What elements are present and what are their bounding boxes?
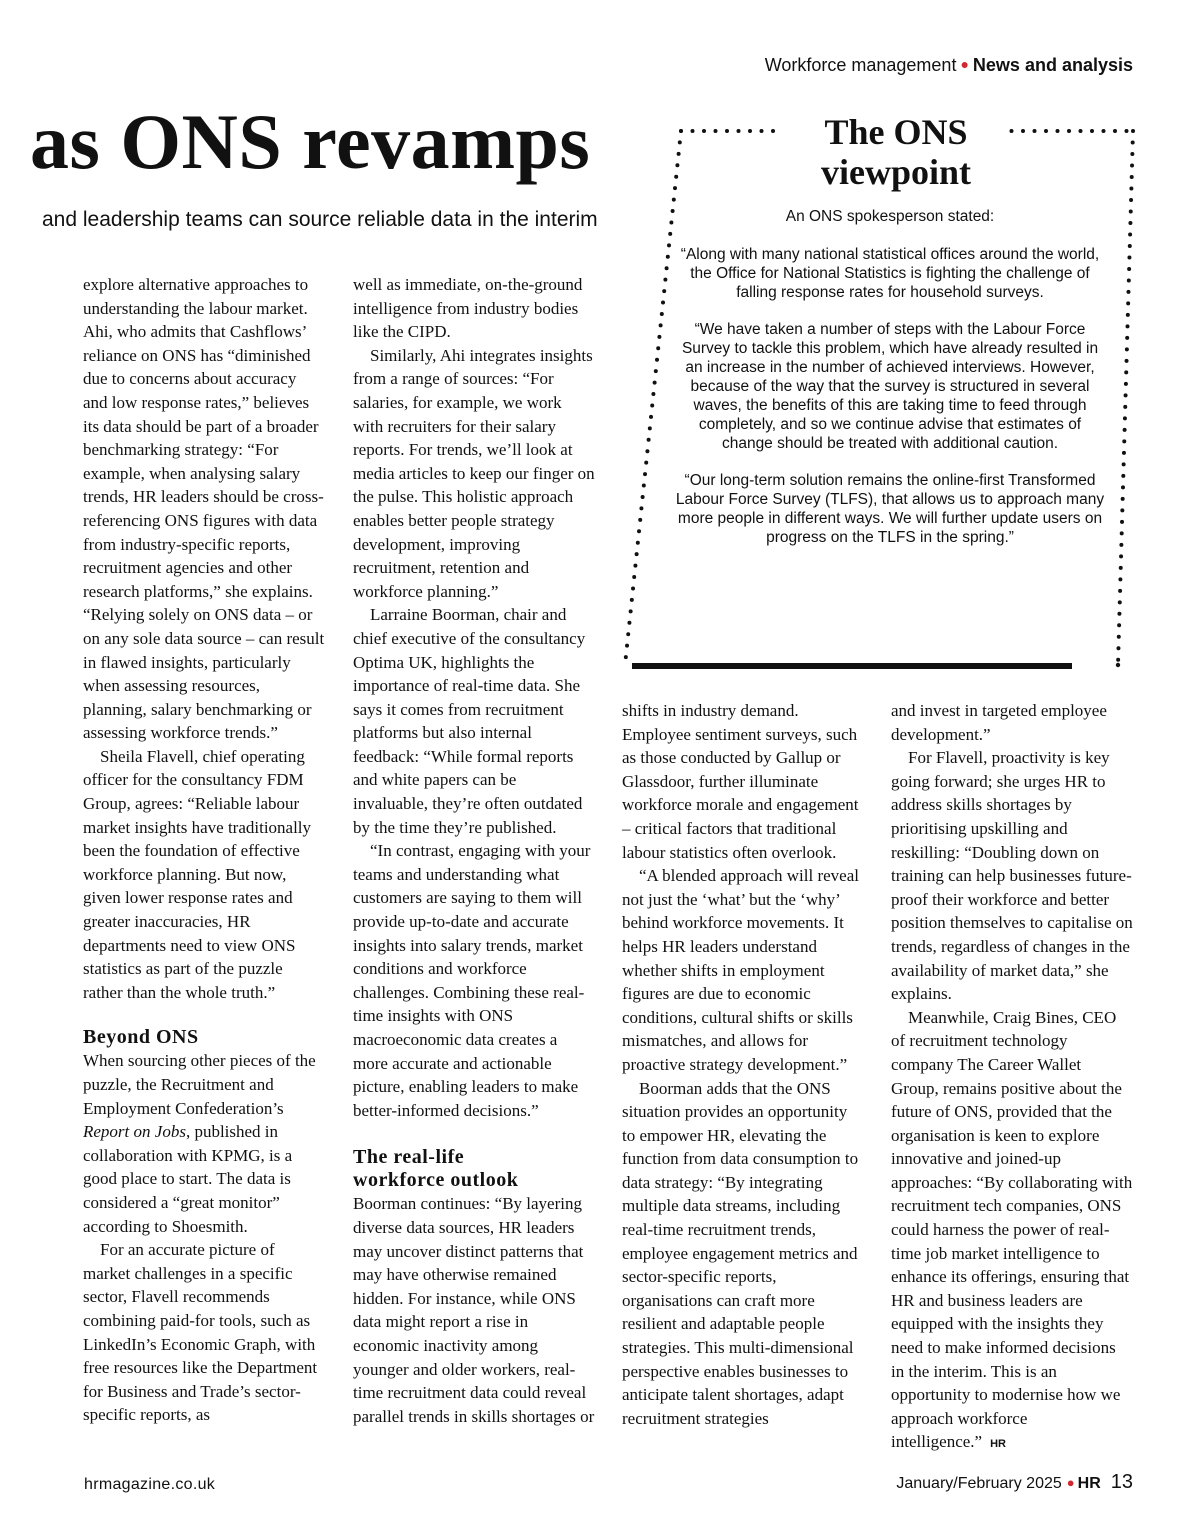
sidebar-quote: “Along with many national statistical offices around the world, the Office for National Statistics is fighting the challenge of falling response rates for household surveys. (680, 246, 1100, 301)
standfirst: and leadership teams can source reliable data in the interim (42, 208, 598, 231)
page-number: 13 (1110, 1471, 1133, 1493)
paragraph-text: Meanwhile, Craig Bines, CEO of recruitment technology company The Career Wallet Group, remains positive about the future of ONS, provided that the organisation is keen to explore innovative and joined-up approaches: “By collaborating with recruitment tech companies, ONS could harness the power of real-time job market intelligence to enhance its offerings, ensuring that HR and business leaders are equipped with the insights they need to make informed decisions in the interim. This is an opportunity to modernise how we approach workforce intelligence.” (891, 1007, 1133, 1452)
footer-brand: HR (1077, 1475, 1101, 1492)
paragraph: Boorman continues: “By layering diverse data sources, HR leaders may uncover distinct patterns that may have otherwise remained hidden. For instance, while ONS data might report a rise in economic inactivity among younger and older workers, real-time recruitment data could reveal parallel trends in skills shortages or (353, 1194, 595, 1426)
right-dotted-border (1118, 131, 1133, 665)
article-column-3 (622, 699, 864, 1430)
bullet-dot-icon: ● (960, 56, 969, 72)
end-mark: HR (990, 1438, 1006, 1451)
paragraph: shifts in industry demand. Employee sentiment surveys, such as those conducted by Gallup or Glassdoor, further illuminate workforce morale and engagement – critical factors that traditional labour statistics often overlook. (622, 701, 859, 862)
left-dotted-border (625, 131, 681, 665)
paragraph: Sheila Flavell, chief operating officer for the consultancy FDM Group, agrees: “Reliable labour market insights have traditionally been the foundation of effective workforce planning. But now, given lower response rates and greater inaccuracies, HR departments need to view ONS statistics as part of the puzzle rather than the whole truth.” (83, 746, 312, 1002)
sidebar-intro: An ONS spokesperson stated: (785, 208, 995, 225)
paragraph: well as immediate, on-the-ground intelligence from industry bodies like the CIPD. (353, 275, 583, 342)
footer-folio (896, 1471, 1133, 1494)
bullet-dot-icon: ● (1066, 1475, 1075, 1490)
sidebar-quote: “Our long-term solution remains the online-first Transformed Labour Force Survey (TLFS), that allows us to approach many more people in different ways. We will further update users on progress on the TLFS in the spring.” (675, 472, 1105, 546)
heading-line: workforce outlook (353, 1169, 519, 1192)
subsection-label: News and analysis (972, 55, 1133, 75)
section-heading (353, 1146, 595, 1192)
sidebar-title-line: The ONS (824, 112, 968, 152)
paragraph: Larraine Boorman, chair and chief executive of the consultancy Optima UK, highlights the importance of real-time data. She says it comes from recruitment platforms but also internal feedback: “While formal reports and white papers can be invaluable, they’re often outdated by the time they’re published. (353, 605, 586, 837)
sidebar-title (790, 112, 1002, 192)
paragraph: For Flavell, proactivity is key going forward; she urges HR to address skills shortages by prioritising upskilling and reskilling: “Doubling down on training can help businesses future-proof their workforce and better position themselves to capitalise on trends, regardless of changes in the availability of market data,” she explains. (891, 748, 1133, 1004)
article-column-4 (891, 699, 1133, 1457)
issue-date: January/February 2025 (896, 1475, 1062, 1492)
corner-dot (1116, 663, 1120, 667)
sidebar-quote: “We have taken a number of steps with the Labour Force Survey to tackle this problem, which have already resulted in an increase in the number of achieved interviews. However, because of the way that the survey is structured in several waves, the benefits of this are taking time to feed through completely, and so we continue advise that estimates of change should be treated with additional caution. (681, 321, 1099, 452)
paragraph (891, 1006, 1133, 1457)
footer-website: hrmagazine.co.uk (84, 1476, 216, 1493)
paragraph: Boorman adds that the ONS situation provides an opportunity to empower HR, elevating the function from data consumption to data strategy: “By integrating multiple data streams, including real-time recruitment trends, employee engagement metrics and sector-specific reports, organisations can craft more resilient and adaptable people strategies. This multi-dimensional perspective enables businesses to anticipate talent shortages, adapt recruitment strategies (622, 1078, 859, 1428)
headline: as ONS revamps (30, 98, 591, 185)
paragraph (83, 1049, 325, 1238)
paragraph: “A blended approach will reveal not just the ‘what’ but the ‘why’ behind workforce movements. It helps HR leaders understand whether shifts in employment figures are due to economic conditions, cultural shifts or skills mismatches, and allows for proactive strategy development.” (622, 866, 859, 1074)
sidebar-body (675, 207, 1105, 565)
publication-title: Report on Jobs (83, 1122, 186, 1142)
heading-line: The real-life (353, 1146, 465, 1169)
running-header (765, 55, 1133, 76)
paragraph: For an accurate picture of market challenges in a specific sector, Flavell recommends combining paid-for tools, such as LinkedIn’s Economic Graph, with free resources like the Department for Business and Trade’s sector-specific reports, as (83, 1240, 318, 1425)
section-heading: Beyond ONS (83, 1026, 199, 1049)
paragraph: “In contrast, engaging with your teams and understanding what customers are saying to them will provide up-to-date and accurate insights into salary trends, market conditions and workforce challenges. Combining these real-time insights with ONS macroeconomic data creates a more accurate and actionable picture, enabling leaders to make better-informed decisions.” (353, 841, 591, 1120)
paragraph: and invest in targeted employee development.” (891, 701, 1107, 744)
paragraph: Similarly, Ahi integrates insights from a range of sources: “For salaries, for example, we work with recruiters for their salary reports. For trends, we’ll look at media articles to keep our finger on the pulse. This holistic approach enables better people strategy development, improving recruitment, retention and workforce planning.” (353, 345, 595, 601)
article-column-2 (353, 273, 595, 1428)
paragraph-text: When sourcing other pieces of the puzzle, the Recruitment and Employment Confederation’s (83, 1051, 316, 1118)
sidebar-title-line: viewpoint (820, 152, 971, 192)
paragraph-text: , published in collaboration with KPMG, is a good place to start. The data is considered a “great monitor” according to Shoesmith. (83, 1122, 293, 1236)
article-column-1 (83, 273, 325, 1427)
section-label: Workforce management (764, 55, 957, 75)
paragraph: explore alternative approaches to understanding the labour market. Ahi, who admits that Cashflows’ reliance on ONS has “diminished due to concerns about accuracy and low response rates,” believes its data should be part of a broader benchmarking strategy: “For example, when analysing salary trends, HR leaders should be cross-referencing ONS figures with data from industry-specific reports, recruitment agencies and other research platforms,” she explains. “Relying solely on ONS data – or on any sole data source – can result in flawed insights, particularly when assessing resources, planning, salary benchmarking or assessing workforce trends.” (83, 275, 325, 743)
